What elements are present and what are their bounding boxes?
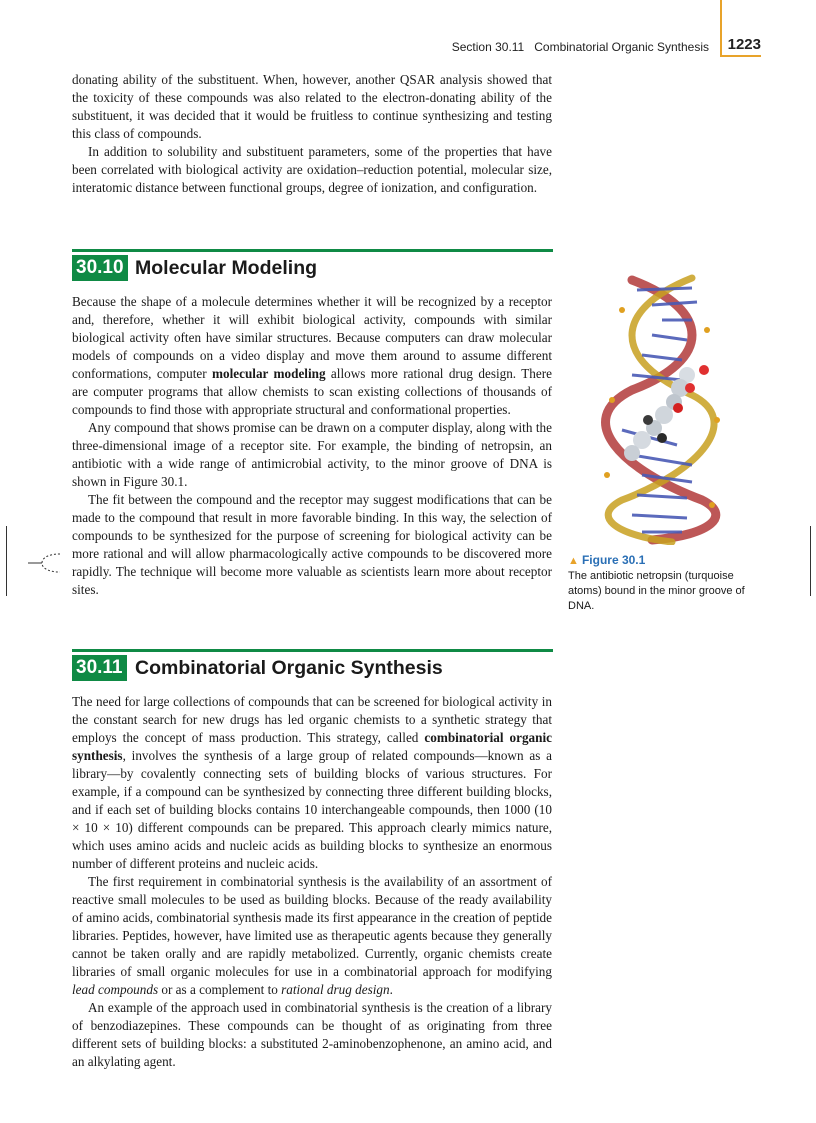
- molecular-modeling-paragraph-3: The fit between the compound and the receptor may suggest modifications that can be made to the compound that result in more favorable binding. In this way, the selection of compounds to be synthesized for the purpose of screening for biological activity can be more rational and will allow pharmacologically active compounds to be discovered more rapidly. The technique will become more valuable as scientists learn more about receptor sites.: [72, 492, 552, 597]
- combinatorial-paragraph-2: [72, 873, 552, 999]
- intro-text: [72, 71, 552, 197]
- molecular-modeling-paragraph-1: [72, 293, 552, 419]
- section-heading-30-11: [72, 649, 553, 681]
- section-title: Combinatorial Organic Synthesis: [135, 657, 443, 679]
- combinatorial-paragraph-3: An example of the approach used in combinatorial synthesis is the creation of a library of benzodiazepines. These compounds can be thought of as originating from three different sets of building blocks: a substituted 2-aminobenzophenone, an amino acid, and an alkylating agent.: [72, 1000, 552, 1069]
- key-term: molecular modeling: [212, 366, 326, 381]
- running-head-section: Section 30.11: [451, 40, 525, 54]
- figure-caption-text: The antibiotic netropsin (turquoise atoms) bound in the minor groove of DNA.: [568, 570, 745, 612]
- section-number: 30.11: [72, 655, 127, 681]
- paragraph-text: The need for large collections of compounds that can be screened for biological activity in the constant search for new drugs has led organic chemists to a synthetic strategy that employs the concept of mass production. This strategy, called: [72, 694, 552, 745]
- figure-caption: [568, 553, 768, 614]
- figure-label: Figure 30.1: [581, 553, 646, 567]
- registration-mark-icon: [28, 548, 68, 578]
- triangle-marker-icon: ▲: [568, 555, 579, 567]
- section-30-10-body: [72, 293, 552, 599]
- intro-paragraph-1: donating ability of the substituent. When, however, another QSAR analysis showed that the toxicity of these compounds was also related to the electron-donating ability of the substituent, it was decided that it would be fruitless to continue synthesizing and testing this class of compounds.: [72, 72, 552, 141]
- section-30-11-body: [72, 693, 552, 1071]
- crop-mark-right: [810, 526, 811, 596]
- running-head: [452, 40, 709, 54]
- section-number: 30.10: [72, 255, 128, 281]
- paragraph-text: The first requirement in combinatorial synthesis is the availability of an assortment of reactive small molecules to be used as building blocks. Because of the ready availability of amino acids, combinatorial synthesis made its first appearance in the creation of peptide libraries. Peptides, however, have limited use as therapeutic agents because they generally cannot be taken orally and are rapidly metabolized. Currently, organic chemists create libraries of small organic molecules for use in a combinatorial approach for modifying: [72, 874, 552, 979]
- section-rule: [72, 249, 553, 252]
- paragraph-text: , involves the synthesis of a large group of related compounds—known as a library—by covalently connecting sets of building blocks of various structures. For example, if a compound can be synthesized by connecting three different building blocks, and if each set of building blocks contains 10 interchangeable compounds, then 1000 (10 × 10 × 10) different compounds can be prepared. This approach clearly mimics nature, which uses amino acids and nucleic acids as building blocks to synthesize an enormous number of different proteins and nucleic acids.: [72, 748, 552, 871]
- running-head-title: Combinatorial Organic Synthesis: [534, 40, 709, 54]
- paragraph-text: Because the shape of a molecule determines whether it will be recognized by a receptor and, therefore, whether it will exhibit biological activity, compounds with similar biological activity often have similar structures. Because computers can draw molecular models of compounds on a video display and move them around to assume different conformations, computer: [72, 294, 552, 381]
- paragraph-text: allows more rational drug design. There are computer programs that allow chemists to scan existing collections of thousands of compounds to find those with appropriate structural and conformational properties.: [72, 366, 552, 417]
- molecular-modeling-paragraph-2: Any compound that shows promise can be drawn on a computer display, along with the three-dimensional image of a receptor site. For example, the binding of netropsin, an antibiotic with a wide range of antimicrobial activity, to the minor groove of DNA is shown in Figure 30.1.: [72, 420, 552, 489]
- header-rule-vertical: [720, 0, 722, 56]
- section-heading-30-10: [72, 249, 553, 281]
- combinatorial-paragraph-1: [72, 693, 552, 873]
- paragraph-text: .: [389, 982, 393, 997]
- page-number: 1223: [727, 36, 761, 53]
- header-rule-horizontal: [720, 55, 761, 57]
- paragraph-text: or as a complement to: [158, 982, 282, 997]
- section-title: Molecular Modeling: [135, 257, 318, 279]
- dna-netropsin-figure: [592, 270, 732, 545]
- italic-term: rational drug design: [281, 982, 390, 997]
- dna-helix-illustration: [604, 278, 720, 542]
- crop-mark-left: [6, 526, 7, 596]
- intro-paragraph-2: In addition to solubility and substituent parameters, some of the properties that have been correlated with biological activity are oxidation–reduction potential, molecular size, interatomic distance between functional groups, degree of ionization, and configuration.: [72, 144, 552, 195]
- italic-term: lead compounds: [72, 982, 159, 997]
- section-rule: [72, 649, 553, 652]
- key-term: combinatorial organic synthesis: [72, 730, 552, 763]
